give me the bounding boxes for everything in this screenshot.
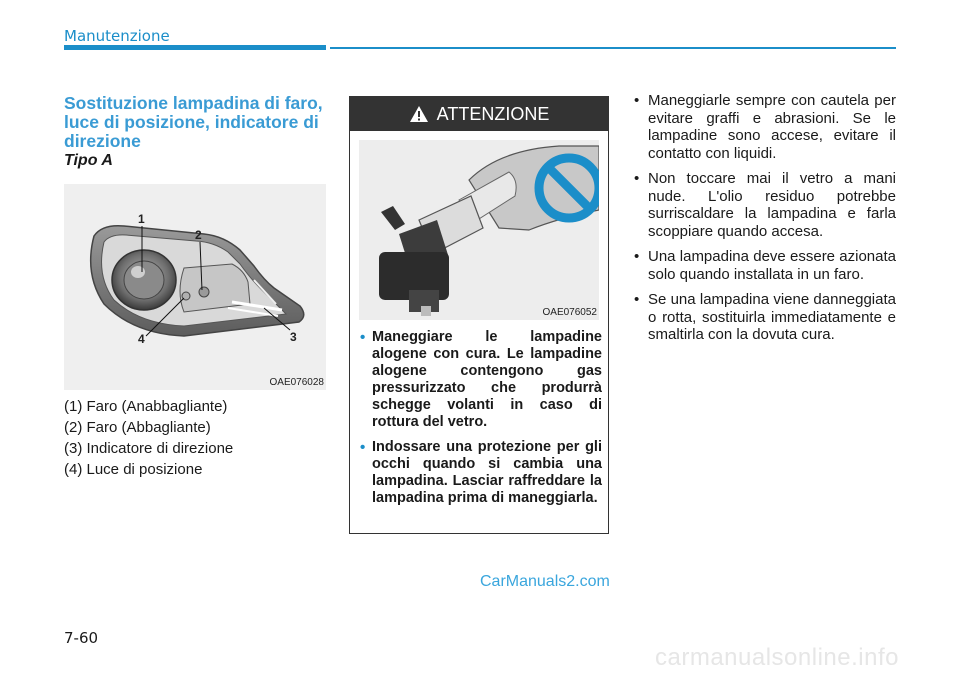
precaution-text: Una lampadina deve essere azionata solo quando installata in un faro. <box>648 248 896 283</box>
type-subheading: Tipo A <box>64 152 113 169</box>
warning-item <box>360 439 602 507</box>
warning-item-text: Indossare una protezione per gli occhi quando si cambia una lampadina. Lasciar raffreddare la lampadina prima di maneggiarla. <box>372 439 602 506</box>
bulb-illustration <box>359 140 599 320</box>
bullet-icon: • <box>360 329 366 346</box>
precautions-list <box>634 92 896 352</box>
callout-1: 1 <box>138 212 145 226</box>
bullet-icon: • <box>634 291 640 308</box>
bullet-icon: • <box>634 92 640 109</box>
warning-triangle-icon <box>409 105 429 123</box>
precaution-item <box>634 291 896 344</box>
warning-item-text: Maneggiare le lampadine alogene con cura. Le lampadine alogene contengono gas pressurizzato che produrrà schegge volanti in caso di rottura del vetro. <box>372 329 602 430</box>
legend-item: (1) Faro (Anabbagliante) <box>64 398 228 415</box>
warning-list <box>360 329 602 515</box>
precaution-item <box>634 92 896 162</box>
watermark-link[interactable]: CarManuals2.com <box>480 573 610 590</box>
bullet-icon: • <box>634 248 640 265</box>
warning-item <box>360 329 602 431</box>
precaution-item <box>634 248 896 283</box>
page-number: 7-60 <box>64 629 99 647</box>
section-heading: Sostituzione lampadina di faro, luce di posizione, indicatore di direzione <box>64 93 323 151</box>
bullet-icon: • <box>360 439 366 456</box>
callout-2: 2 <box>195 228 202 242</box>
header-rule-thin <box>330 47 896 49</box>
warning-title: ATTENZIONE <box>436 103 550 124</box>
section-label: Manutenzione <box>64 27 170 45</box>
callout-4: 4 <box>138 332 145 346</box>
component-legend <box>64 396 326 480</box>
warning-figure-code: OAE076052 <box>542 307 597 318</box>
precaution-text: Maneggiarle sempre con cautela per evitare graffi e abrasioni. Se le lampadine sono accese, evitare il contatto con liquidi. <box>648 92 896 162</box>
headlamp-illustration <box>64 184 326 390</box>
header-rule-thick <box>64 45 326 50</box>
legend-item: (2) Faro (Abbagliante) <box>64 419 211 436</box>
footer-watermark: carmanualsonline.info <box>655 644 899 671</box>
legend-item: (3) Indicatore di direzione <box>64 440 234 457</box>
bulb-photo <box>359 140 599 320</box>
legend-item: (4) Luce di posizione <box>64 461 203 478</box>
precaution-text: Se una lampadina viene danneggiata o rotta, sostituirla immediatamente e smaltirla con la dovuta cura. <box>648 291 896 343</box>
warning-box <box>349 96 609 534</box>
figure-code: OAE076028 <box>269 377 324 388</box>
precaution-text: Non toccare mai il vetro a mani nude. L'olio residuo potrebbe surriscaldare la lampadina e farla scoppiare quando accesa. <box>648 170 896 240</box>
callout-3: 3 <box>290 330 297 344</box>
bullet-icon: • <box>634 170 640 187</box>
headlamp-figure <box>64 184 326 390</box>
precaution-item <box>634 170 896 240</box>
warning-header <box>350 97 608 131</box>
